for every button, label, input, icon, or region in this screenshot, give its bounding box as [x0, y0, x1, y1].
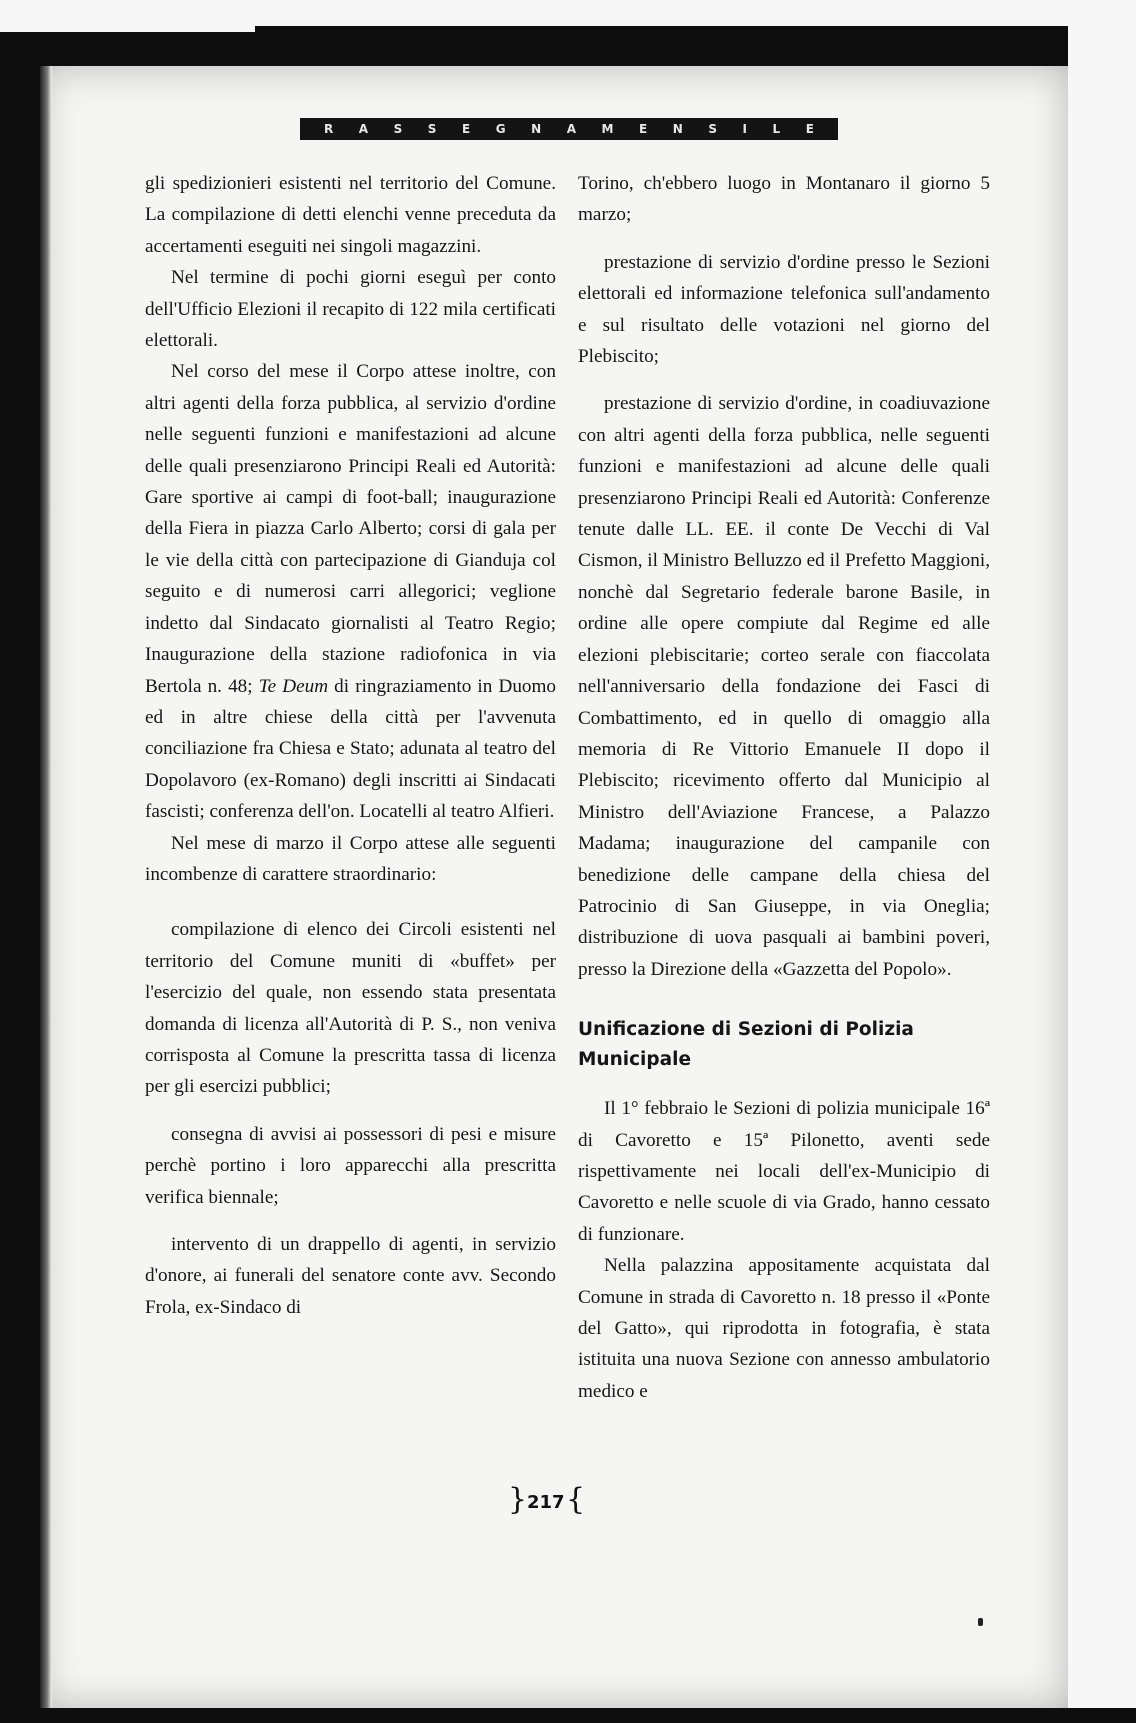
running-head-letter: L — [772, 122, 781, 136]
scan-border-bottom — [0, 1708, 1136, 1723]
running-head-letter: A — [566, 122, 576, 136]
running-head — [300, 118, 838, 140]
list-paragraph: consegna di avvisi ai possessori di pesi e misure perchè portino i loro apparecchi alla prescritta verifica biennale; — [145, 1123, 556, 1208]
ink-mark — [978, 1618, 983, 1626]
running-head-letter: E — [461, 122, 471, 136]
page-number: 217 — [527, 1492, 565, 1513]
running-head-letter: E — [805, 122, 814, 136]
running-head-letter: S — [427, 122, 437, 136]
italic-title: Te Deum — [258, 675, 329, 697]
paragraph: gli spedizionieri esistenti nel territorio del Comune. La compilazione di detti elenchi venne preceduta da accertamenti eseguiti nei singoli magazzini. — [145, 173, 556, 257]
page-binding-shadow — [40, 66, 52, 1708]
paragraph: Torino, ch'ebbero luogo in Montanaro il giorno 5 marzo; — [578, 173, 990, 226]
list-paragraph: prestazione di servizio d'ordine presso le Sezioni elettorali ed informazione telefonica sull'andamento e sul risultato delle votazioni nel giorno del Plebiscito; — [578, 251, 990, 368]
running-head-letter: N — [672, 122, 683, 136]
paragraph: Il 1° febbraio le Sezioni di polizia municipale 16ª di Cavoretto e 15ª Pilonetto, aventi sede rispettivamente nei locali dell'ex-Municipio di Cavoretto e nelle scuole di via Grado, hanno cessato di funzionare. — [578, 1098, 990, 1245]
scan-border-right — [1068, 0, 1136, 1723]
right-brace-ornament: { — [566, 1482, 586, 1517]
right-column — [578, 168, 990, 1407]
running-head-letter: I — [742, 122, 747, 136]
running-head-letter: R — [324, 122, 334, 136]
running-head-letter: A — [358, 122, 369, 136]
left-brace-ornament: } — [508, 1482, 528, 1517]
list-paragraph: prestazione di servizio d'ordine, in coadiuvazione con altri agenti della forza pubblica, nelle seguenti funzioni e manifestazioni ad alcune delle quali presenziarono Principi Reali ed Autorità: Conferenze tenute dalle LL. EE. il conte De Vecchi di Val Cismon, il Ministro Belluzzo ed il Prefetto Maggioni, nonchè dal Segretario federale barone Basile, in ordine alle opere compiute dal Regime ed alle elezioni plebiscitarie; corteo serale con fiaccolata nell'anniversario della fondazione dei Fasci di Combattimento, ed in quello di omaggio alla memoria di Re Vittorio Emanuele II dopo il Plebiscito; ricevimento offerto dal Municipio al Ministro dell'Aviazione Francese, a Palazzo Madama; inaugurazione del campanile con benedizione delle campane della chiesa del Patrocinio di San Giuseppe, in via Oneglia; distribuzione di uova pasquali ai bambini poveri, presso la Direzione della «Gazzetta del Popolo». — [578, 393, 990, 980]
paragraph-text: di ringraziamento in Duomo ed in altre chiese della città per l'avvenuta conciliazione fra Chiesa e Stato; adunata al teatro del Dopolavoro (ex-Romano) degli inscritti ai Sindacati fascisti; conferenza dell'on. Locatelli al teatro Alfieri. — [145, 675, 557, 823]
running-head-letter: G — [495, 122, 506, 136]
running-head-letter: M — [601, 122, 614, 136]
paragraph: Nella palazzina appositamente acquistata dal Comune in strada di Cavoretto n. 18 presso il «Ponte del Gatto», qui riprodotta in fotografia, è stata istituita una nuova Sezione con annesso ambulatorio medico e — [578, 1255, 990, 1402]
paragraph: Nel mese di marzo il Corpo attese alle seguenti incombenze di carattere straordinario: — [145, 832, 556, 885]
paragraph-text: Nel corso del mese il Corpo attese inoltre, con altri agenti della forza pubblica, al servizio d'ordine nelle seguenti funzioni e manifestazioni ad alcune delle quali presenziarono Principi Reali ed Autorità: Gare sportive ai campi di foot-ball; inaugurazione della Fiera in piazza Carlo Alberto; corsi di gala per le vie della città con partecipazione di Gianduja col seguito e di numerosi carri allegorici; veglione indetto dal Sindacato giornalisti al Teatro Regio; Inaugurazione della stazione radiofonica in via Bertola n. 48; — [145, 361, 556, 697]
list-paragraph: compilazione di elenco dei Circoli esistenti nel territorio del Comune muniti di «buffet» per l'esercizio del quale, non essendo stata presentata domanda di licenza all'Autorità di P. S., non veniva corrisposta al Comune la prescritta tassa di licenza per gli esercizi pubblici; — [145, 919, 556, 1098]
list-paragraph: intervento di un drappello di agenti, in servizio d'onore, ai funerali del senatore conte avv. Secondo Frola, ex-Sindaco di — [145, 1234, 556, 1318]
running-head-letter: S — [708, 122, 717, 136]
section-heading: Unificazione di Sezioni di Polizia Municipale — [578, 1019, 914, 1071]
running-head-letter: E — [639, 122, 648, 136]
paragraph: Nel termine di pochi giorni eseguì per conto dell'Ufficio Elezioni il recapito di 122 mila certificati elettorali. — [145, 267, 556, 352]
running-head-letter: N — [531, 122, 542, 136]
left-column — [145, 168, 556, 1323]
running-head-letter: S — [393, 122, 403, 136]
paragraph — [145, 356, 556, 827]
